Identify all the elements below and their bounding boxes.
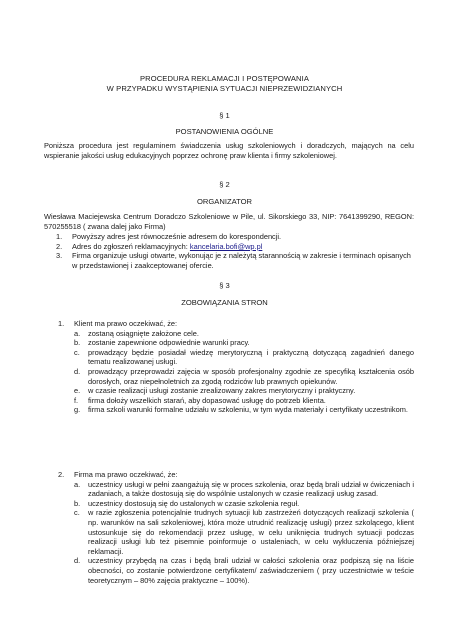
item-letter: e. [74, 386, 81, 396]
document-title-line2: W PRZYPADKU WYSTĄPIENIA SYTUACJI NIEPRZEWIDZIANYCH [106, 84, 343, 93]
list-item [74, 396, 414, 406]
item-letter: a. [74, 328, 81, 338]
item-text: firma szkoli warunki formalne udziału w szkoleniu, w tym wyda materiały i certyfikaty uczestnikom. [88, 405, 408, 415]
item-text: w razie zgłoszenia potencjalnie trudnych sytuacji lub zastrzeżeń dotyczących realizacji szkolenia ( np. warunków na sali szkoleniowej, która może utrudnić realizację usługi) przez szkolącego, klient ustosunkuje się do rekomendacji przez usługę, w celu uniknięcia trudnych sytuacji podczas realizacji usługi lub też pisemnie poinformuje o ustaleniach, w celu wykluczenia późniejszej reklamacji. [88, 508, 414, 556]
group-number: 1. [58, 319, 65, 328]
section1-heading: POSTANOWIENIA OGÓLNE [175, 127, 274, 136]
section1-symbol: § 1 [219, 111, 230, 120]
organizer-list [56, 232, 414, 270]
list-item [74, 499, 414, 509]
list-item [74, 405, 414, 415]
section2-heading: ORGANIZATOR [197, 197, 252, 206]
item-letter: f. [74, 395, 79, 405]
item-text: prowadzący przeprowadzi zajęcia w sposób profesjonalny zgodnie ze specyfiką kształcenia osób dorosłych, oraz niepełnoletnich za zgodą rodziców lub prawnych opiekunów. [88, 366, 414, 386]
list-item [74, 338, 414, 348]
list-item [74, 556, 414, 585]
section2-symbol: § 2 [219, 180, 230, 189]
item-text: firma dołoży wszelkich starań, aby dopasować usługę do potrzeb klienta. [88, 395, 326, 405]
group-number: 2. [58, 470, 65, 479]
item-text: Firma organizuje usługi otwarte, wykonując je z należytą starannością w zakresie i terminach opisanych w przedstawionej i zaakceptowanej ofercie. [72, 251, 411, 270]
item-text: uczestnicy usługi w pełni zaangażują się w proces szkolenia, oraz będą brali udział w ćwiczeniach i zadaniach, a także dostosują się do wspólnie ustalonych w czasie realizacji usług zasad. [88, 479, 414, 499]
item-letter: g. [74, 405, 81, 415]
item-text: Powyższy adres jest równocześnie adresem do korespondencji. [72, 232, 282, 241]
item-text: prowadzący będzie posiadał wiedzę merytoryczną i praktyczną dotyczącą zagadnień danego tematu realizowanej usługi. [88, 347, 414, 367]
item-number: 2. [56, 241, 63, 251]
complaint-email-link[interactable]: kancelaria.bofi@wp.pl [189, 241, 263, 251]
group-lead: Firma ma prawo oczekiwać, że: [74, 470, 178, 479]
item-letter: d. [74, 366, 81, 376]
item-number: 3. [56, 251, 63, 261]
organizer-item [56, 242, 414, 252]
organizer-item [56, 251, 414, 270]
item-number: 1. [56, 232, 63, 241]
section3-heading: ZOBOWIĄZANIA STRON [181, 298, 268, 307]
list-item [74, 386, 414, 396]
list-item [74, 348, 414, 367]
item-text: Adres do zgłoszeń reklamacyjnych: [72, 241, 190, 251]
document-title-line1: PROCEDURA REKLAMACJI I POSTĘPOWANIA [139, 74, 310, 83]
firm-expectations-group [58, 470, 414, 585]
obligation-group [58, 319, 414, 415]
list-item [74, 480, 414, 499]
list-item [74, 508, 414, 556]
group-lead: Klient ma prawo oczekiwać, że: [74, 319, 178, 328]
list-item [74, 367, 414, 386]
item-text: uczestnicy dostosują się do ustalonych w czasie szkolenia reguł. [88, 498, 300, 508]
item-text: w czasie realizacji usługi zostanie zrealizowany zakres merytoryczny i praktyczny. [88, 386, 356, 396]
client-expectations-group [58, 319, 414, 415]
item-letter: c. [74, 508, 80, 518]
item-text: zostaną osiągnięte założone cele. [88, 328, 199, 338]
list-item [74, 329, 414, 339]
item-text: zostanie zapewnione odpowiednie warunki pracy. [88, 338, 250, 348]
item-letter: b. [74, 498, 81, 508]
firm-expectations-list [74, 480, 414, 586]
obligation-group [58, 470, 414, 585]
item-letter: a. [74, 479, 81, 489]
section3-symbol: § 3 [219, 281, 230, 290]
item-letter: d. [74, 556, 81, 566]
section1-text: Poniższa procedura jest regulaminem świadczenia usług szkoleniowych i doradczych, mających na celu wspieranie jakości usług edukacyjnych poprzez ochronę praw klienta i firmy szkoleniowej. [44, 141, 414, 160]
client-expectations-list [74, 329, 414, 415]
organizer-item [56, 232, 414, 242]
item-letter: c. [74, 347, 80, 357]
item-letter: b. [74, 338, 81, 348]
section2-intro: Wiesława Maciejewska Centrum Doradczo Szkoleniowe w Pile, ul. Sikorskiego 33, NIP: 7641399290, REGON: 570255518 ( zwana dalej jako Firma) [44, 212, 414, 231]
item-text: uczestnicy przybędą na czas i będą brali udział w całości szkolenia oraz podpiszą się na liście obecności, co zostanie potwierdzone certyfikatem/ zaświadczeniem ( przy uczestnictwie w teście teoretycznym – 80% zajęcia praktyczne – 100%). [88, 556, 414, 585]
